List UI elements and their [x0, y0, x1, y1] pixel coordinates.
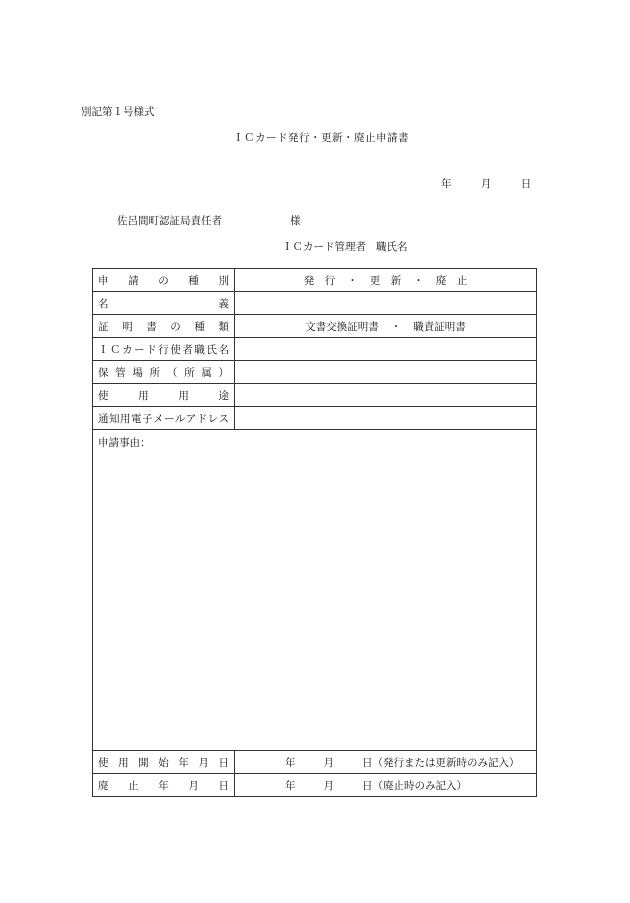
table-row	[93, 315, 537, 338]
manager-name-label: 職氏名	[376, 241, 408, 253]
start-day: 日	[362, 756, 373, 769]
email-field[interactable]	[235, 407, 537, 430]
reason-label: 申請事由：	[98, 437, 151, 449]
start-month: 月	[323, 756, 334, 769]
card-user-field[interactable]	[235, 338, 537, 361]
label-usage: 使用用途	[93, 384, 235, 407]
name-field[interactable]	[235, 292, 537, 315]
table-row	[93, 292, 537, 315]
table-row	[93, 407, 537, 430]
option-issue[interactable]: 発 行	[303, 274, 336, 287]
start-year: 年	[285, 756, 296, 769]
label-end-date: 廃止年月日	[93, 774, 235, 797]
label-application-type: 申請の種別	[93, 269, 235, 292]
start-note: （発行または更新時のみ記入）	[372, 756, 520, 769]
table-row	[93, 751, 537, 774]
option-renew[interactable]: 更 新	[369, 274, 402, 287]
label-start-date: 使用開始年月日	[93, 751, 235, 774]
option-official-capacity[interactable]: 職責証明書	[413, 320, 466, 333]
table-row	[93, 774, 537, 797]
table-row	[93, 269, 537, 292]
label-certificate-type: 証明書の種類	[93, 315, 235, 338]
table-row	[93, 361, 537, 384]
label-email: 通知用電子メールアドレス	[93, 407, 235, 430]
storage-location-field[interactable]	[235, 361, 537, 384]
end-day: 日	[362, 779, 373, 792]
form-code: 別記第１号様式	[81, 106, 155, 118]
table-row	[93, 338, 537, 361]
table-row	[93, 430, 537, 751]
addressee: 佐呂間町認証局責任者	[117, 215, 222, 227]
end-year: 年	[285, 779, 296, 792]
label-card-user: ＩＣカード行使者職氏名	[93, 338, 235, 361]
date-day: 日	[520, 178, 532, 190]
manager-line	[282, 239, 408, 254]
usage-field[interactable]	[235, 384, 537, 407]
manager-label: ＩＣカード管理者	[282, 241, 366, 253]
document-title: ＩＣカード発行・更新・廃止申請書	[233, 132, 409, 144]
end-note: （廃止時のみ記入）	[372, 779, 467, 792]
label-storage-location: 保管場所（所属）	[93, 361, 235, 384]
option-document-exchange[interactable]: 文書交換証明書	[305, 320, 379, 333]
start-date-field[interactable]	[235, 751, 537, 774]
label-name: 名義	[93, 292, 235, 315]
application-form-table	[92, 268, 537, 797]
reason-field[interactable]	[93, 430, 537, 751]
end-date-field[interactable]	[235, 774, 537, 797]
date-year: 年	[441, 178, 452, 190]
honorific: 様	[290, 215, 301, 227]
date-month: 月	[480, 178, 492, 190]
end-month: 月	[323, 779, 334, 792]
application-type-options[interactable]: 発 行 ・ 更 新 ・ 廃 止	[235, 269, 537, 292]
table-row	[93, 384, 537, 407]
option-revoke[interactable]: 廃 止	[435, 274, 468, 287]
certificate-type-options[interactable]: 文書交換証明書 ・ 職責証明書	[235, 315, 537, 338]
date-line	[441, 176, 531, 191]
